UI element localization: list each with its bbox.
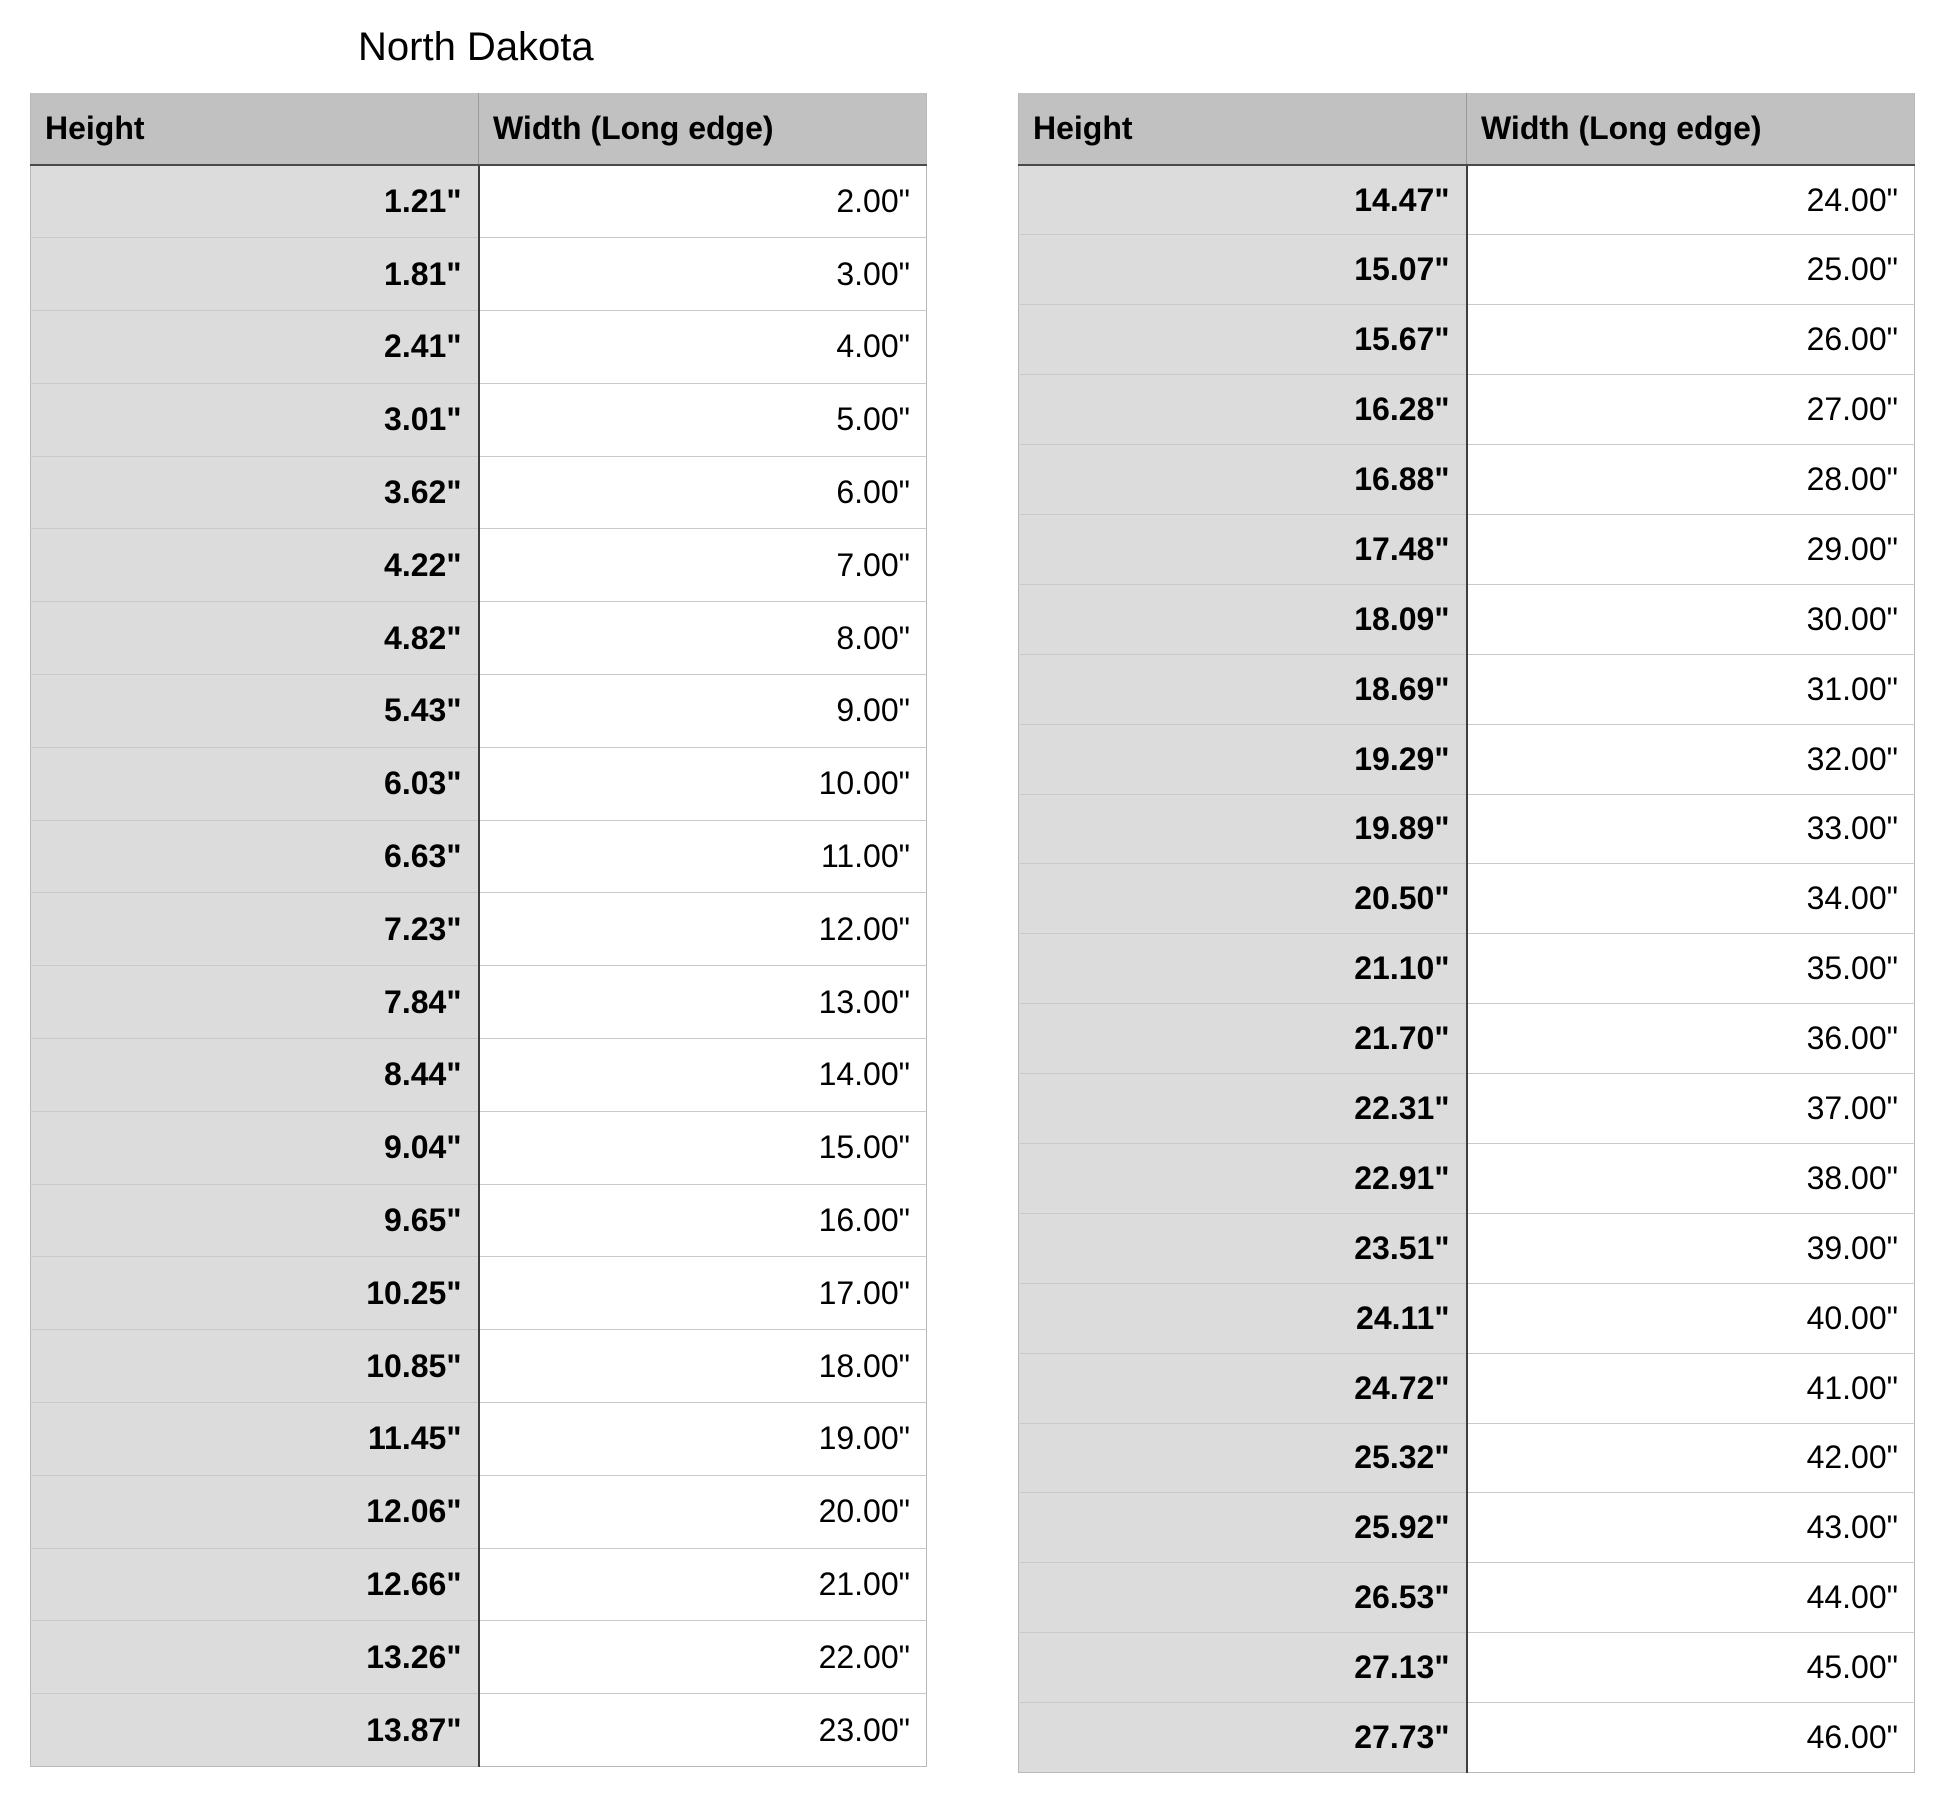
width-cell: 36.00" [1467, 1004, 1915, 1074]
height-cell: 27.13" [1019, 1633, 1467, 1703]
height-cell: 13.26" [31, 1621, 479, 1694]
width-cell: 2.00" [479, 165, 927, 238]
table-row [1019, 654, 1915, 724]
table-row [31, 893, 927, 966]
width-cell: 27.00" [1467, 375, 1915, 445]
height-cell: 10.25" [31, 1257, 479, 1330]
table-row [31, 311, 927, 384]
width-cell: 28.00" [1467, 445, 1915, 515]
table-row [1019, 1074, 1915, 1144]
size-table-right [1018, 93, 1915, 1773]
table-row [1019, 864, 1915, 934]
table-row [31, 1475, 927, 1548]
table-row [1019, 1423, 1915, 1493]
table-row [31, 1111, 927, 1184]
width-cell: 45.00" [1467, 1633, 1915, 1703]
table-row [31, 1403, 927, 1476]
height-cell: 19.29" [1019, 724, 1467, 794]
height-cell: 8.44" [31, 1039, 479, 1112]
table-row [1019, 165, 1915, 235]
width-cell: 31.00" [1467, 654, 1915, 724]
table-row [1019, 934, 1915, 1004]
height-cell: 22.31" [1019, 1074, 1467, 1144]
width-cell: 18.00" [479, 1330, 927, 1403]
table-row [1019, 1004, 1915, 1074]
table-row [31, 1184, 927, 1257]
table-header-row [1019, 93, 1915, 165]
width-cell: 24.00" [1467, 165, 1915, 235]
width-cell: 41.00" [1467, 1353, 1915, 1423]
width-cell: 35.00" [1467, 934, 1915, 1004]
height-cell: 4.22" [31, 529, 479, 602]
height-cell: 16.88" [1019, 445, 1467, 515]
table-row [1019, 305, 1915, 375]
column-header-height: Height [1019, 93, 1467, 165]
height-cell: 18.69" [1019, 654, 1467, 724]
height-cell: 5.43" [31, 675, 479, 748]
width-cell: 44.00" [1467, 1563, 1915, 1633]
width-cell: 20.00" [479, 1475, 927, 1548]
width-cell: 33.00" [1467, 794, 1915, 864]
height-cell: 17.48" [1019, 514, 1467, 584]
table-row [31, 820, 927, 893]
width-cell: 9.00" [479, 675, 927, 748]
height-cell: 3.62" [31, 456, 479, 529]
height-cell: 21.70" [1019, 1004, 1467, 1074]
table-row [1019, 724, 1915, 794]
width-cell: 38.00" [1467, 1143, 1915, 1213]
width-cell: 10.00" [479, 747, 927, 820]
height-cell: 24.72" [1019, 1353, 1467, 1423]
width-cell: 14.00" [479, 1039, 927, 1112]
height-cell: 1.81" [31, 238, 479, 311]
table-row [1019, 1633, 1915, 1703]
width-cell: 34.00" [1467, 864, 1915, 934]
height-cell: 12.66" [31, 1548, 479, 1621]
height-cell: 7.23" [31, 893, 479, 966]
width-cell: 4.00" [479, 311, 927, 384]
width-cell: 37.00" [1467, 1074, 1915, 1144]
table-body [31, 165, 927, 1767]
width-cell: 46.00" [1467, 1703, 1915, 1773]
width-cell: 6.00" [479, 456, 927, 529]
height-cell: 22.91" [1019, 1143, 1467, 1213]
width-cell: 30.00" [1467, 584, 1915, 654]
size-table-left [30, 93, 927, 1767]
width-cell: 15.00" [479, 1111, 927, 1184]
table-row [31, 1039, 927, 1112]
width-cell: 40.00" [1467, 1283, 1915, 1353]
width-cell: 3.00" [479, 238, 927, 311]
width-cell: 12.00" [479, 893, 927, 966]
width-cell: 22.00" [479, 1621, 927, 1694]
width-cell: 42.00" [1467, 1423, 1915, 1493]
height-cell: 9.65" [31, 1184, 479, 1257]
width-cell: 21.00" [479, 1548, 927, 1621]
table-header-row [31, 93, 927, 165]
height-cell: 23.51" [1019, 1213, 1467, 1283]
width-cell: 16.00" [479, 1184, 927, 1257]
table-row [31, 1694, 927, 1767]
width-cell: 19.00" [479, 1403, 927, 1476]
table-row [31, 966, 927, 1039]
width-cell: 7.00" [479, 529, 927, 602]
table-row [1019, 1703, 1915, 1773]
table-row [31, 1330, 927, 1403]
table-row [1019, 1353, 1915, 1423]
width-cell: 5.00" [479, 383, 927, 456]
height-cell: 26.53" [1019, 1563, 1467, 1633]
width-cell: 25.00" [1467, 235, 1915, 305]
table-row [1019, 1143, 1915, 1213]
table-row [1019, 375, 1915, 445]
height-cell: 3.01" [31, 383, 479, 456]
table-row [1019, 794, 1915, 864]
table-row [1019, 1493, 1915, 1563]
height-cell: 9.04" [31, 1111, 479, 1184]
width-cell: 11.00" [479, 820, 927, 893]
height-cell: 7.84" [31, 966, 479, 1039]
height-cell: 2.41" [31, 311, 479, 384]
height-cell: 19.89" [1019, 794, 1467, 864]
height-cell: 14.47" [1019, 165, 1467, 235]
table-row [31, 602, 927, 675]
height-cell: 11.45" [31, 1403, 479, 1476]
height-cell: 21.10" [1019, 934, 1467, 1004]
table-row [1019, 1283, 1915, 1353]
height-cell: 1.21" [31, 165, 479, 238]
table-row [1019, 235, 1915, 305]
height-cell: 13.87" [31, 1694, 479, 1767]
width-cell: 26.00" [1467, 305, 1915, 375]
table-row [31, 456, 927, 529]
column-header-width: Width (Long edge) [1467, 93, 1915, 165]
height-cell: 27.73" [1019, 1703, 1467, 1773]
height-cell: 4.82" [31, 602, 479, 675]
table-row [31, 165, 927, 238]
table-body [1019, 165, 1915, 1772]
table-row [1019, 514, 1915, 584]
height-cell: 15.07" [1019, 235, 1467, 305]
table-row [31, 1257, 927, 1330]
width-cell: 32.00" [1467, 724, 1915, 794]
width-cell: 13.00" [479, 966, 927, 1039]
table-row [1019, 1563, 1915, 1633]
height-cell: 25.32" [1019, 1423, 1467, 1493]
height-cell: 16.28" [1019, 375, 1467, 445]
width-cell: 43.00" [1467, 1493, 1915, 1563]
height-cell: 24.11" [1019, 1283, 1467, 1353]
table-row [31, 383, 927, 456]
height-cell: 18.09" [1019, 584, 1467, 654]
width-cell: 29.00" [1467, 514, 1915, 584]
table-row [1019, 445, 1915, 515]
height-cell: 6.03" [31, 747, 479, 820]
width-cell: 8.00" [479, 602, 927, 675]
table-row [1019, 1213, 1915, 1283]
height-cell: 15.67" [1019, 305, 1467, 375]
width-cell: 23.00" [479, 1694, 927, 1767]
table-row [31, 747, 927, 820]
table-row [31, 529, 927, 602]
height-cell: 12.06" [31, 1475, 479, 1548]
table-row [31, 1548, 927, 1621]
height-cell: 25.92" [1019, 1493, 1467, 1563]
table-row [31, 1621, 927, 1694]
height-cell: 20.50" [1019, 864, 1467, 934]
page-title: North Dakota [358, 25, 594, 69]
table-row [1019, 584, 1915, 654]
table-row [31, 675, 927, 748]
height-cell: 6.63" [31, 820, 479, 893]
height-cell: 10.85" [31, 1330, 479, 1403]
table-row [31, 238, 927, 311]
column-header-height: Height [31, 93, 479, 165]
width-cell: 39.00" [1467, 1213, 1915, 1283]
column-header-width: Width (Long edge) [479, 93, 927, 165]
width-cell: 17.00" [479, 1257, 927, 1330]
